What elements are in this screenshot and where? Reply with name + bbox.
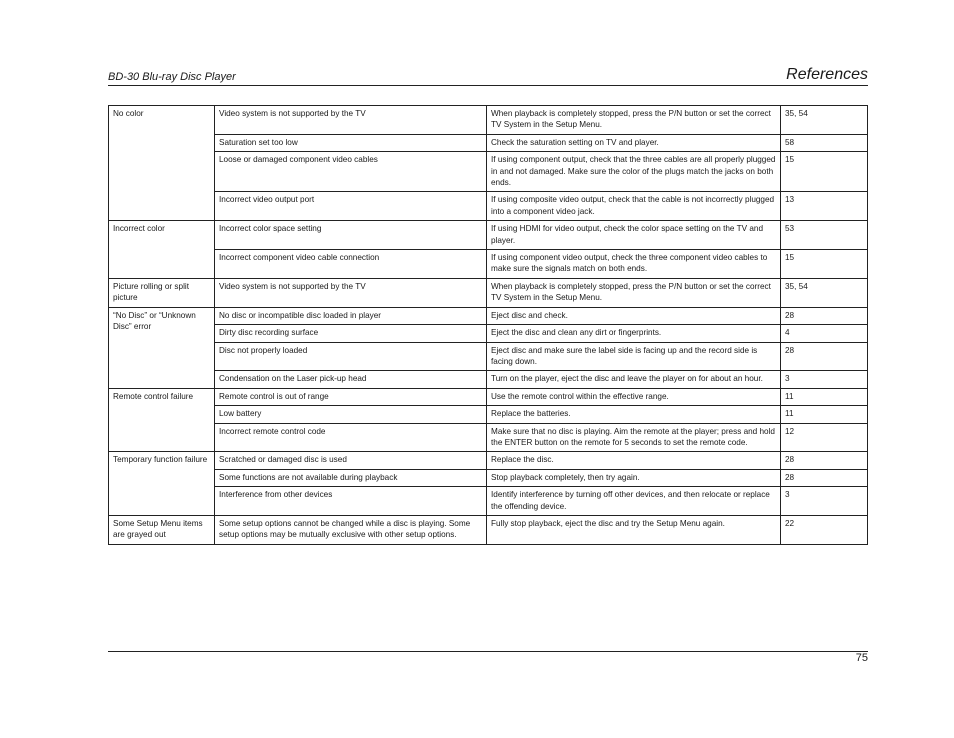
symptom-cell: Temporary function failure — [109, 452, 215, 516]
solution-cell: If using HDMI for video output, check the color space setting on the TV and player. — [487, 221, 781, 250]
page-ref-cell: 3 — [781, 487, 868, 516]
page-ref-cell: 11 — [781, 388, 868, 405]
cause-cell: Video system is not supported by the TV — [215, 278, 487, 307]
page-ref-cell: 13 — [781, 192, 868, 221]
symptom-cell: No color — [109, 106, 215, 221]
page-ref-cell: 3 — [781, 371, 868, 388]
table-row — [109, 515, 868, 544]
troubleshooting-table — [108, 105, 868, 545]
solution-cell: Make sure that no disc is playing. Aim the remote at the player; press and hold the ENTER button on the remote for 5 seconds to set the remote code. — [487, 423, 781, 452]
cause-cell: Some setup options cannot be changed while a disc is playing. Some setup options may be mutually exclusive with other setup options. — [215, 515, 487, 544]
table-row — [109, 388, 868, 405]
page-ref-cell: 28 — [781, 342, 868, 371]
page-ref-cell: 22 — [781, 515, 868, 544]
symptom-cell: Some Setup Menu items are grayed out — [109, 515, 215, 544]
cause-cell: Condensation on the Laser pick-up head — [215, 371, 487, 388]
table-row — [109, 371, 868, 388]
table-row — [109, 221, 868, 250]
cause-cell: Some functions are not available during playback — [215, 469, 487, 486]
page-ref-cell: 58 — [781, 134, 868, 151]
solution-cell: Eject disc and make sure the label side is facing up and the record side is facing down. — [487, 342, 781, 371]
page-ref-cell: 11 — [781, 406, 868, 423]
table-row — [109, 152, 868, 192]
solution-cell: If using component video output, check the three component video cables to make sure the signals match on both ends. — [487, 250, 781, 279]
page-number: 75 — [855, 652, 868, 664]
page-ref-cell: 15 — [781, 152, 868, 192]
page-ref-cell: 15 — [781, 250, 868, 279]
table-row — [109, 250, 868, 279]
section-title: References — [786, 66, 868, 83]
cause-cell: Scratched or damaged disc is used — [215, 452, 487, 469]
solution-cell: If using component output, check that the three cables are all properly plugged in and not damaged. Make sure the color of the plugs match the jacks on both ends. — [487, 152, 781, 192]
solution-cell: If using composite video output, check that the cable is not incorrectly plugged into a component video jack. — [487, 192, 781, 221]
cause-cell: Incorrect video output port — [215, 192, 487, 221]
table-row — [109, 325, 868, 342]
solution-cell: Use the remote control within the effective range. — [487, 388, 781, 405]
page-ref-cell: 35, 54 — [781, 106, 868, 135]
table-row — [109, 106, 868, 135]
cause-cell: Dirty disc recording surface — [215, 325, 487, 342]
symptom-cell: Incorrect color — [109, 221, 215, 279]
solution-cell: Eject disc and check. — [487, 307, 781, 324]
table-row — [109, 278, 868, 307]
symptom-cell: “No Disc” or “Unknown Disc” error — [109, 307, 215, 388]
cause-cell: Interference from other devices — [215, 487, 487, 516]
solution-cell: Replace the batteries. — [487, 406, 781, 423]
solution-cell: Check the saturation setting on TV and player. — [487, 134, 781, 151]
cause-cell: No disc or incompatible disc loaded in player — [215, 307, 487, 324]
table-row — [109, 487, 868, 516]
solution-cell: When playback is completely stopped, press the P/N button or set the correct TV System in the Setup Menu. — [487, 278, 781, 307]
cause-cell: Incorrect remote control code — [215, 423, 487, 452]
table-row — [109, 134, 868, 151]
page-ref-cell: 28 — [781, 307, 868, 324]
page-header — [108, 58, 868, 86]
table-row — [109, 342, 868, 371]
page-ref-cell: 28 — [781, 452, 868, 469]
header-rule — [108, 85, 868, 86]
cause-cell: Loose or damaged component video cables — [215, 152, 487, 192]
cause-cell: Video system is not supported by the TV — [215, 106, 487, 135]
document-title: BD-30 Blu-ray Disc Player — [108, 71, 236, 83]
solution-cell: Eject the disc and clean any dirt or fingerprints. — [487, 325, 781, 342]
table-row — [109, 469, 868, 486]
solution-cell: Stop playback completely, then try again. — [487, 469, 781, 486]
page-ref-cell: 4 — [781, 325, 868, 342]
cause-cell: Disc not properly loaded — [215, 342, 487, 371]
table-row — [109, 452, 868, 469]
cause-cell: Incorrect component video cable connection — [215, 250, 487, 279]
symptom-cell: Picture rolling or split picture — [109, 278, 215, 307]
cause-cell: Incorrect color space setting — [215, 221, 487, 250]
solution-cell: Turn on the player, eject the disc and leave the player on for about an hour. — [487, 371, 781, 388]
page-ref-cell: 35, 54 — [781, 278, 868, 307]
page-ref-cell: 28 — [781, 469, 868, 486]
table-row — [109, 423, 868, 452]
cause-cell: Saturation set too low — [215, 134, 487, 151]
solution-cell: Fully stop playback, eject the disc and try the Setup Menu again. — [487, 515, 781, 544]
symptom-cell: Remote control failure — [109, 388, 215, 452]
solution-cell: When playback is completely stopped, press the P/N button or set the correct TV System in the Setup Menu. — [487, 106, 781, 135]
page-ref-cell: 12 — [781, 423, 868, 452]
table-row — [109, 307, 868, 324]
cause-cell: Low battery — [215, 406, 487, 423]
page-ref-cell: 53 — [781, 221, 868, 250]
solution-cell: Replace the disc. — [487, 452, 781, 469]
table-row — [109, 406, 868, 423]
cause-cell: Remote control is out of range — [215, 388, 487, 405]
table-row — [109, 192, 868, 221]
solution-cell: Identify interference by turning off other devices, and then relocate or replace the offending device. — [487, 487, 781, 516]
footer-rule — [108, 651, 868, 652]
